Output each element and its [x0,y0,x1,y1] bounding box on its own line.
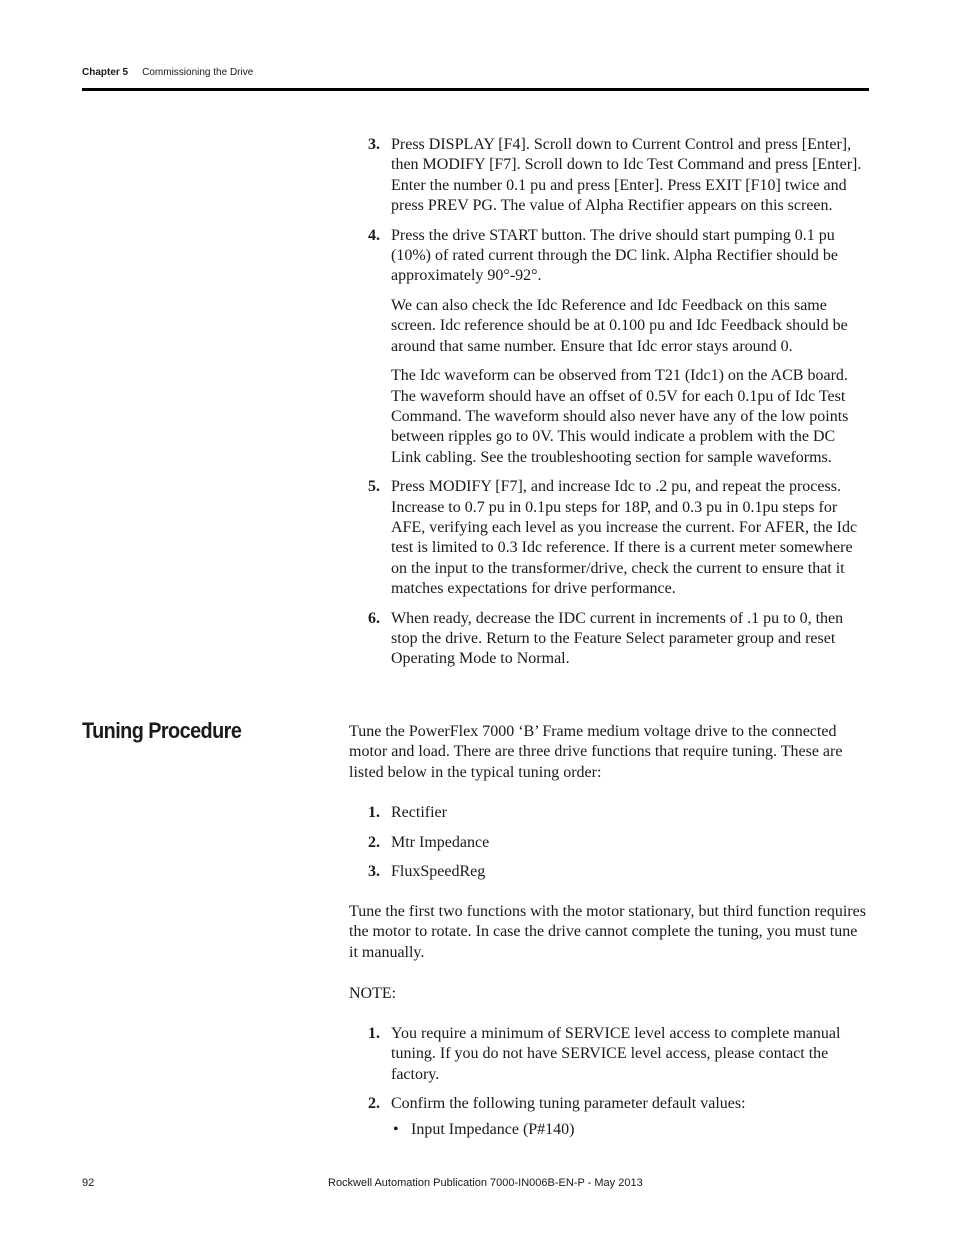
step-number: 5. [368,478,380,496]
item-number: 2. [368,1095,380,1113]
list-item [349,609,869,670]
step-number: 6. [368,609,380,627]
step-number: 4. [368,226,380,244]
note-label: NOTE: [349,985,397,1002]
tuning-paragraph: Tune the first two functions with the motor stationary, but third function requires the motor to rotate. In case the drive cannot complete the tuning, you must tune it manually. [349,903,866,961]
item-number: 3. [368,863,380,881]
section-title: Commissioning the Drive [142,67,254,78]
list-item [349,477,869,599]
list-item [349,1024,869,1085]
step-text: When ready, decrease the IDC current in increments of .1 pu to 0, then stop the drive. Return to the Feature Select parameter group and reset Operating Mode to Normal. [391,609,844,668]
procedure-steps-list [349,135,869,679]
bullet-item [391,1120,869,1140]
step-number: 3. [368,136,380,153]
list-item [349,862,869,882]
item-text: FluxSpeedReg [391,863,486,881]
item-text: Mtr Impedance [391,833,490,851]
list-item [349,1094,869,1140]
step-text: Press the drive START button. The drive should start pumping 0.1 pu (10%) of rated current through the DC link. Alpha Rectifier should be approximately 90°-92°. [391,226,838,285]
bullet-icon: • [393,1120,399,1138]
step-text: Press DISPLAY [F4]. Scroll down to Current Control and press [Enter], then MODIFY [F7]. Scroll down to Idc Test Command and press [Enter]. Enter the number 0.1 pu and press [Enter]. Press EXIT [F10] twice and press PREV PG. The value of Alpha Rectifier appears on this screen. [391,136,862,214]
page-number: 92 [82,1177,95,1189]
bullet-text: Input Impedance (P#140) [411,1120,575,1138]
chapter-label: Chapter 5 [82,67,129,78]
running-header [82,67,253,78]
bullet-list [391,1120,869,1140]
list-item [349,803,869,823]
list-item [349,135,869,216]
item-text: You require a minimum of SERVICE level access to complete manual tuning. If you do not have SERVICE level access, please contact the factory. [391,1025,841,1083]
tuning-order-list [349,803,869,892]
publication-footer: Rockwell Automation Publication 7000-IN006B-EN-P - May 2013 [328,1177,643,1189]
list-item [349,833,869,853]
section-heading: Tuning Procedure [82,718,242,743]
item-text: Confirm the following tuning parameter default values: [391,1095,746,1113]
step-text: Press MODIFY [F7], and increase Idc to .2 pu, and repeat the process. Increase to 0.7 pu in 0.1pu steps for 18P, and 0.3 pu in 0.1pu steps for AFE, verifying each level as you increase the current. For AFER, the Idc test is limited to 0.3 Idc reference. If there is a current meter somewhere on the input to the transformer/drive, check the current to ensure that it matches expectations for drive performance. [391,478,858,597]
item-number: 2. [368,833,380,851]
step-text: The Idc waveform can be observed from T21 (Idc1) on the ACB board. The waveform should have an offset of 0.5V for each 0.1pu of Idc Test Command. The waveform should also never have any of the low points between ripples go to 0V. This would indicate a problem with the DC Link cabling. See the troubleshooting section for sample waveforms. [391,367,849,466]
intro-paragraph: Tune the PowerFlex 7000 ‘B’ Frame medium voltage drive to the connected motor and load. There are three drive functions that require tuning. These are listed below in the typical tuning order: [349,723,843,781]
item-number: 1. [368,804,380,821]
item-text: Rectifier [391,804,447,821]
header-rule [82,88,869,91]
note-list [349,1024,869,1149]
list-item [349,226,869,468]
item-number: 1. [368,1025,380,1042]
step-text: We can also check the Idc Reference and Idc Feedback on this same screen. Idc reference should be at 0.100 pu and Idc Feedback should be around that same number. Ensure that Idc error stays around 0. [391,297,848,355]
